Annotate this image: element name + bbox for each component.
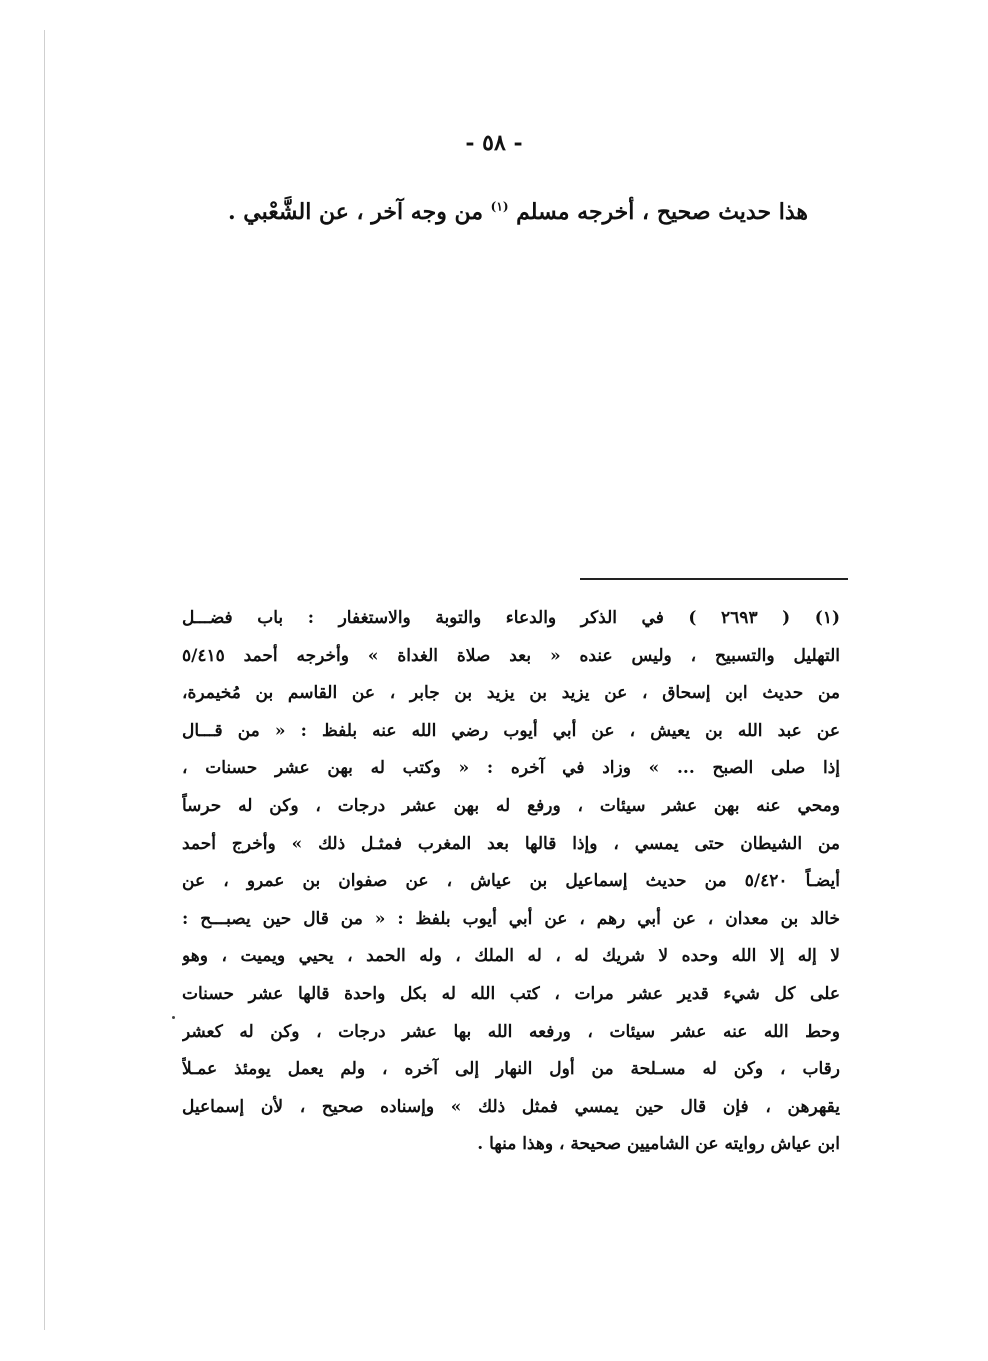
footnote-line: إذا صلى الصبح ... » وزاد في آخره : « وكتب له بهن عشر حسنات ، [182, 758, 840, 779]
main-text-part-2: من وجه آخر ، عن الشَّعْبي . [227, 199, 491, 225]
footnote-line: أيضـاً ٥/٤٢٠ من حديث إسماعيل بن عياش ، عن صفوان بن عمرو ، عن [182, 871, 840, 892]
footnote-line: من الشيطان حتى يمسي ، وإذا قالها بعد المغرب فمثـل ذلك » وأخرج أحمد [182, 833, 840, 854]
footnote-line: يقهرهن ، فإن قال حين يمسي فمثل ذلك » وإسناده صحيح ، لأن إسماعيل [182, 1096, 840, 1117]
footnote [182, 600, 840, 1164]
footnote-line: (١) ( ٢٦٩٣ ) في الذكر والدعاء والتوبة والاستغفار : باب فضـــل [182, 608, 840, 628]
footnote-line: ومحي عنه بهن عشر سيئات ، ورفع له بهن عشر درجات ، وكن له حرساً [182, 795, 840, 816]
page-number: - ٥٨ - [465, 130, 523, 156]
main-text-part-1: هذا حديث صحيح ، أخرجه مسلم [508, 199, 808, 225]
page-edge-line [44, 30, 45, 1330]
footnote-reference: (١) [490, 199, 509, 214]
footnote-line: من حديث ابن إسحاق ، عن يزيد بن يزيد بن جابر ، عن القاسم بن مُخيمرة، [182, 683, 840, 704]
footnote-separator [580, 578, 848, 580]
footnote-line: خالد بن معدان ، عن أبي رهم ، عن أبي أيوب بلفظ : « من قال حين يصبـــح : [182, 908, 840, 929]
main-text [188, 192, 808, 232]
footnote-line: لا إله إلا الله وحده لا شريك له ، له الملك ، وله الحمد ، يحيي ويميت ، وهو [182, 946, 840, 967]
footnote-line: وحط الله عنه عشر سيئات ، ورفعه الله بها عشر درجات ، وكن له كعشر [182, 1021, 840, 1042]
scan-speck [172, 1016, 175, 1019]
footnote-line: التهليل والتسبيح ، وليس عنده « بعد صلاة الغداة » وأخرجه أحمد ٥/٤١٥ [182, 645, 840, 666]
footnote-line: عن عبد الله بن يعيش ، عن أبي أيوب رضي الله عنه بلفظ : « من قـــال [182, 720, 840, 741]
footnote-line: على كل شيء قدير عشر مرات ، كتب الله له بكل واحدة قالها عشر حسنات [182, 983, 840, 1004]
footnote-line: ابن عياش روايته عن الشاميين صحيحة ، وهذا منها . [477, 1134, 840, 1155]
footnote-line: رقاب ، وكن له مسـلحة من أول النهار إلى آخره ، ولم يعمل يومئذ عمـلاً [182, 1059, 840, 1080]
